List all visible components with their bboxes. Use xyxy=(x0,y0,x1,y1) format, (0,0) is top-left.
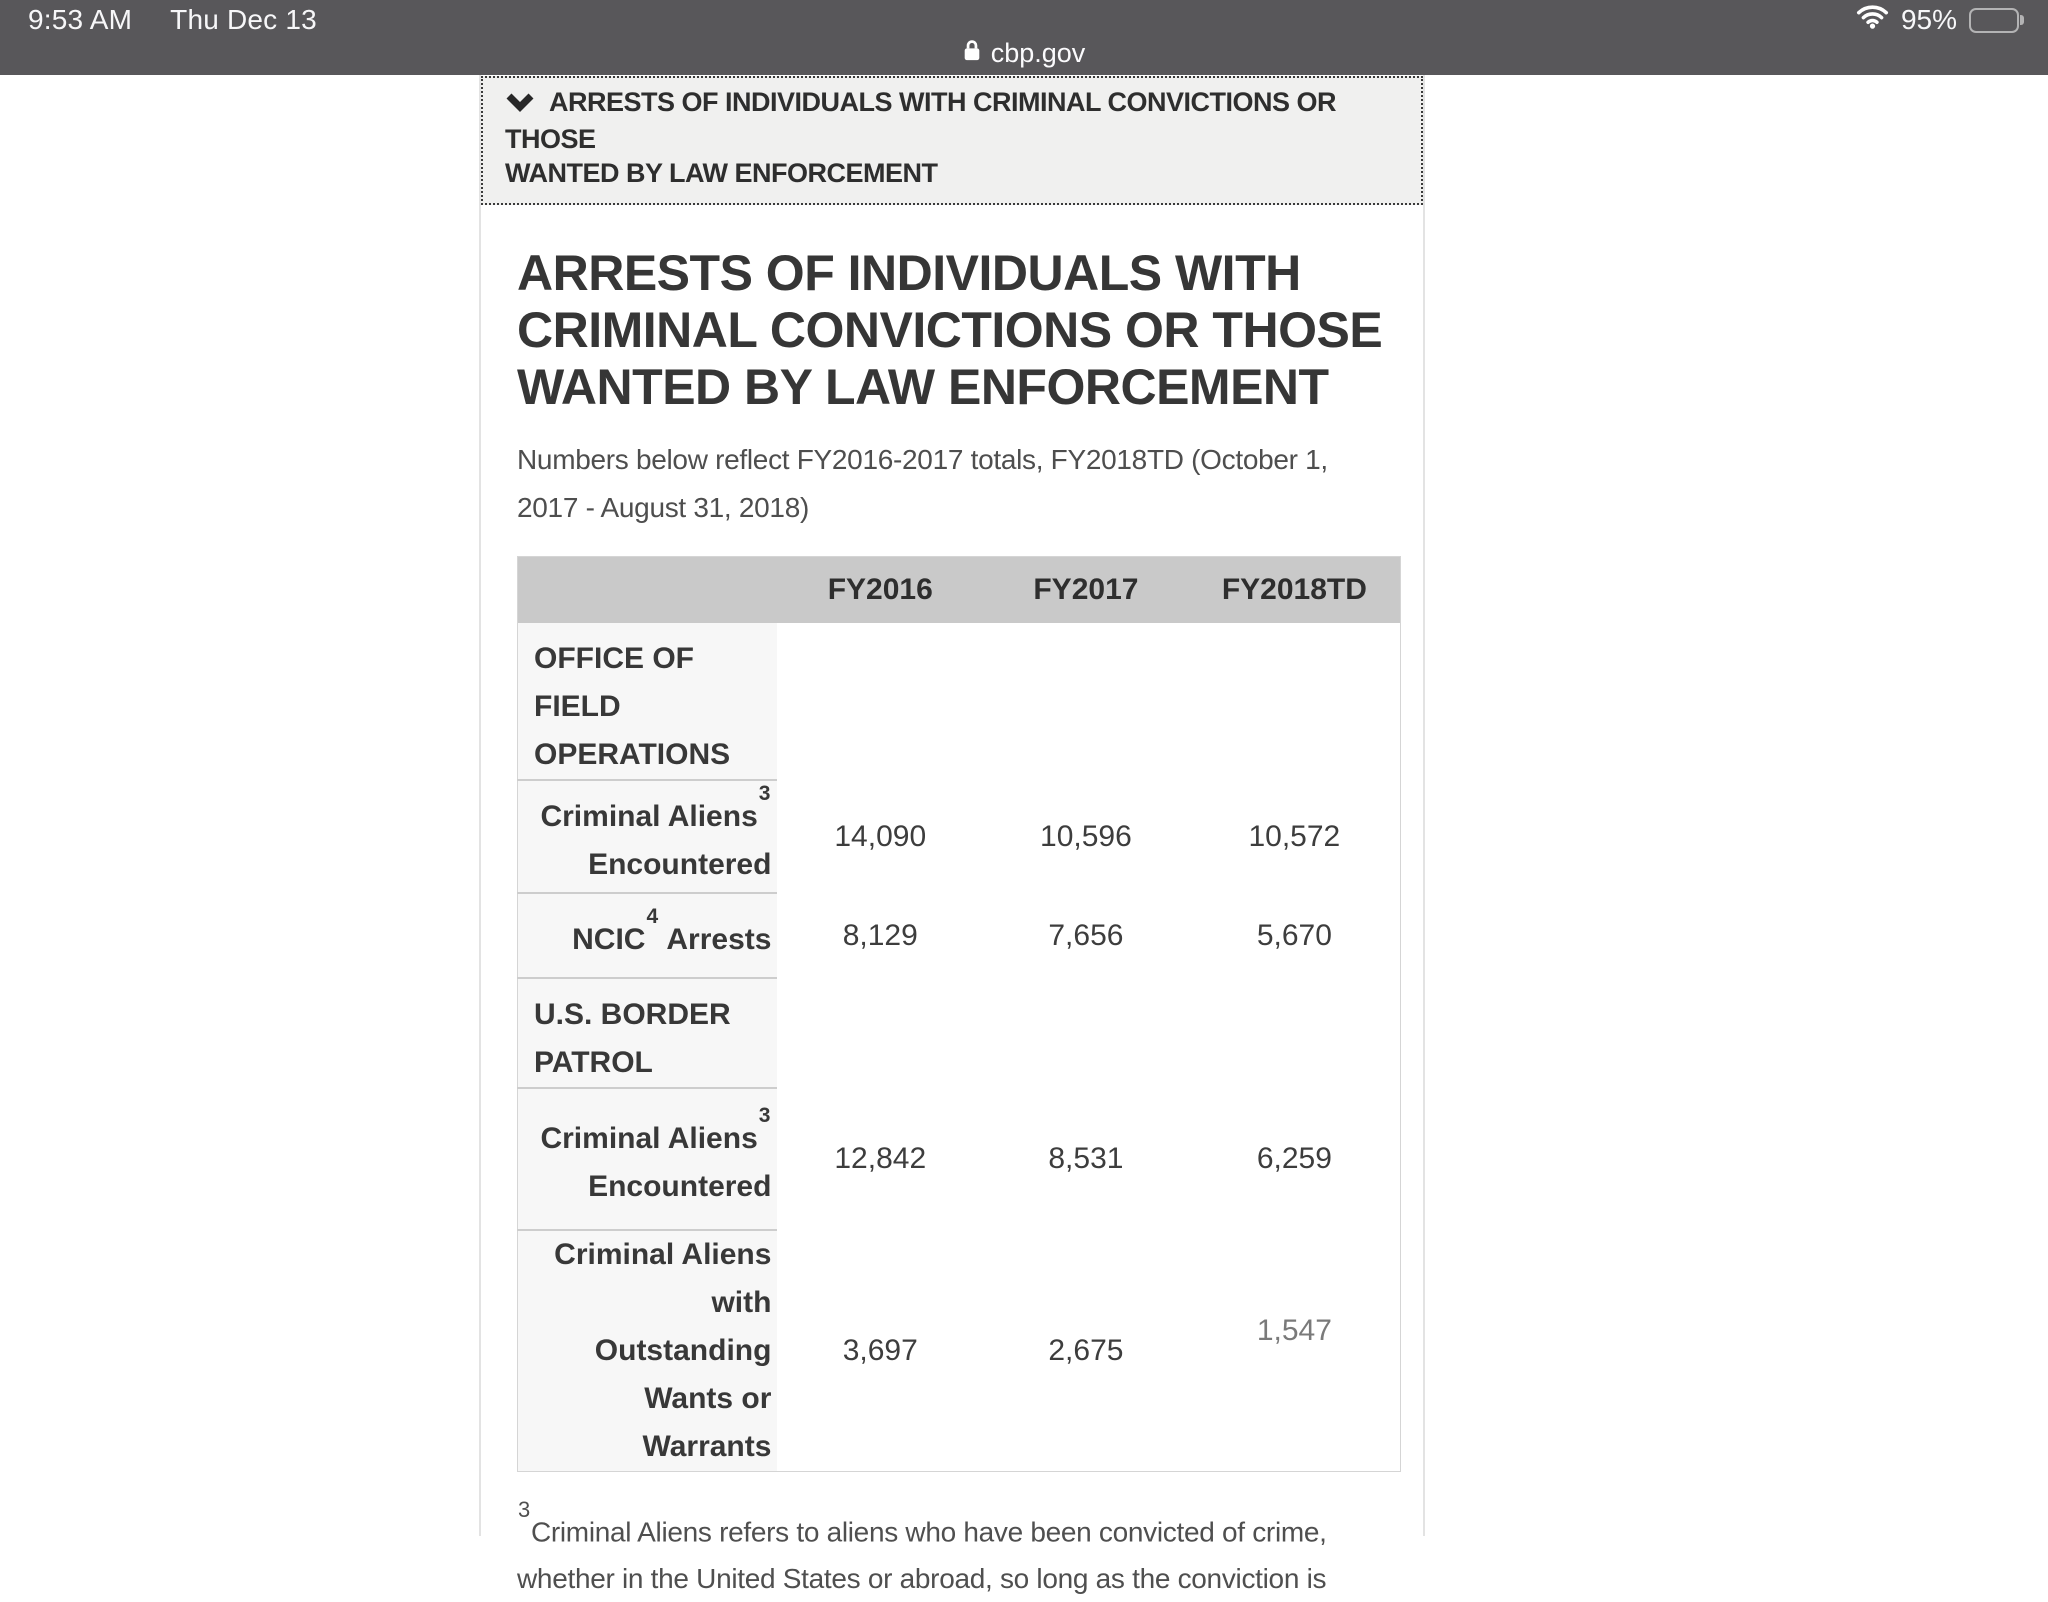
accordion-header[interactable] xyxy=(481,76,1423,205)
article xyxy=(481,245,1423,1602)
corner-cell xyxy=(518,557,778,624)
value-cell: 8,531 xyxy=(1048,1142,1124,1175)
value-cell: 10,572 xyxy=(1248,819,1341,853)
table-row xyxy=(518,1230,1401,1472)
table-row xyxy=(518,780,1401,893)
page-title: ARRESTS OF INDIVIDUALS WITH CRIMINAL CONVICTIONS OR THOSE WANTED BY LAW ENFORCEMENT xyxy=(517,245,1383,415)
battery-icon xyxy=(1969,8,2024,33)
arrests-table xyxy=(517,556,1401,1472)
url-domain: cbp.gov xyxy=(990,38,1086,68)
value-cell: 6,259 xyxy=(1256,1142,1332,1175)
value-cell: 1,547 xyxy=(1256,1313,1332,1347)
battery-percent: 95% xyxy=(1900,4,1957,35)
table-header-row xyxy=(518,557,1401,624)
value-cell xyxy=(983,623,1189,780)
footnote-marker: 3 xyxy=(518,1497,530,1522)
row-header-us-border-patrol: U.S. BORDER PATROL xyxy=(518,978,778,1088)
value-cell xyxy=(777,623,983,780)
value-cell: 12,842 xyxy=(834,1142,927,1175)
address-bar[interactable] xyxy=(0,32,2048,75)
column-header-fy2017: FY2017 xyxy=(983,557,1189,624)
value-cell xyxy=(1189,623,1401,780)
value-cell: 10,596 xyxy=(1040,819,1132,853)
value-cell xyxy=(777,978,983,1088)
value-cell: 8,129 xyxy=(842,918,918,952)
page-content xyxy=(479,75,1425,1595)
column-header-fy2016: FY2016 xyxy=(777,557,983,624)
column-header-fy2018td: FY2018TD xyxy=(1189,557,1401,624)
value-cell xyxy=(983,978,1189,1088)
row-header-office-of-field-operations: OFFICE OF FIELD OPERATIONS xyxy=(518,623,778,780)
table-row xyxy=(518,893,1401,978)
chevron-down-icon xyxy=(505,88,535,122)
table-row xyxy=(518,623,1401,780)
row-header-ncic-arrests: NCIC$^4$ Arrests xyxy=(518,893,778,978)
table-row xyxy=(518,1088,1401,1230)
value-cell: 2,675 xyxy=(1048,1333,1124,1367)
browser-chrome xyxy=(0,0,2048,75)
value-cell xyxy=(1189,978,1401,1088)
footnote: $^3$Criminal Aliens refers to aliens who have been convicted of crime, whether in the United States or abroad, so long as the conviction is xyxy=(517,1497,1327,1595)
row-header-criminal-aliens-wants-warrants: Criminal Aliens with Outstanding Wants or Warrants xyxy=(518,1230,778,1472)
value-cell: 7,656 xyxy=(1048,918,1124,952)
value-cell: 3,697 xyxy=(842,1333,918,1367)
table-row xyxy=(518,978,1401,1088)
value-cell: 5,670 xyxy=(1256,918,1332,952)
accordion-title: ARRESTS OF INDIVIDUALS WITH CRIMINAL CONVICTIONS OR THOSE WANTED BY LAW ENFORCEMENT xyxy=(505,87,1337,188)
page-subtitle: Numbers below reflect FY2016-2017 totals, FY2018TD (October 1, 2017 - August 31, 2018) xyxy=(517,444,1328,523)
row-header-criminal-aliens-encountered: Criminal Aliens$^3$ Encountered xyxy=(518,1088,778,1230)
lock-icon xyxy=(963,38,981,69)
clock: 9:53 AM xyxy=(28,4,133,35)
row-header-criminal-aliens-encountered: Criminal Aliens$^3$ Encountered xyxy=(518,780,778,893)
value-cell: 14,090 xyxy=(834,819,927,853)
date: Thu Dec 13 xyxy=(170,4,317,35)
